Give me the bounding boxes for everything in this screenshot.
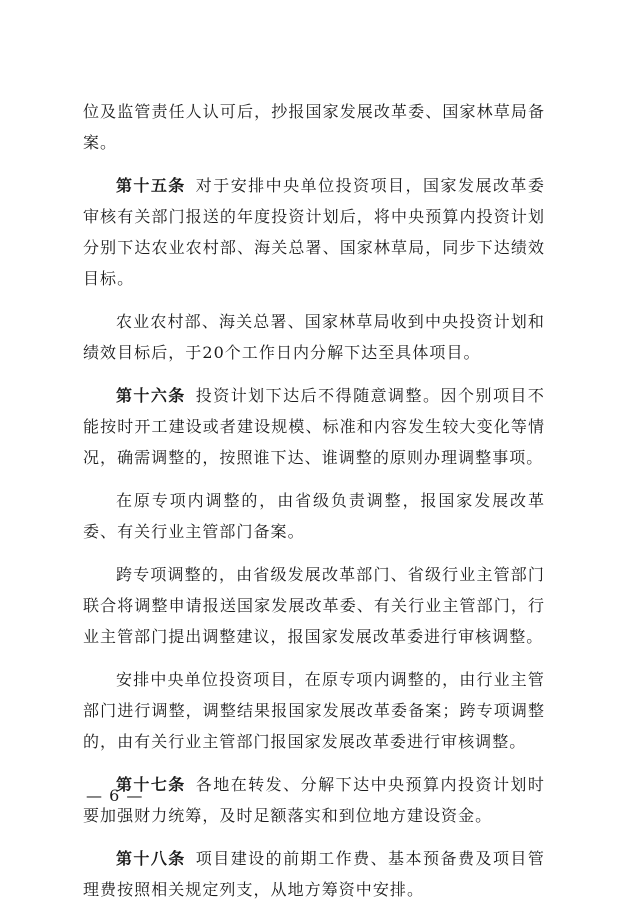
paragraph-article-15 bbox=[83, 170, 545, 294]
paragraph-text: 投资计划下达后不得随意调整。因个别项目不能按时开工建设或者建设规模、标准和内容发生较大变化等情况，确需调整的，按照谁下达、谁调整的原则办理调整事项。 bbox=[83, 386, 545, 467]
paragraph-text: 项目建设的前期工作费、基本预备费及项目管理费按照相关规定列支，从地方筹资中安排。 bbox=[83, 849, 545, 899]
paragraph-text: 安排中央单位投资项目，在原专项内调整的，由行业主管部门进行调整，调整结果报国家发展改革委备案；跨专项调整的，由有关行业主管部门报国家发展改革委进行审核调整。 bbox=[83, 670, 545, 751]
paragraph-text: 对于安排中央单位投资项目，国家发展改革委审核有关部门报送的年度投资计划后，将中央预算内投资计划分别下达农业农村部、海关总署、国家林草局，同步下达绩效目标。 bbox=[83, 176, 545, 288]
paragraph-text: 在原专项内调整的，由省级负责调整，报国家发展改革委、有关行业主管部门备案。 bbox=[83, 491, 545, 541]
paragraph-6 bbox=[83, 664, 545, 757]
paragraph-5 bbox=[83, 559, 545, 652]
paragraph-2 bbox=[83, 306, 545, 368]
paragraph-text: 农业农村部、海关总署、国家林草局收到中央投资计划和绩效目标后，于20个工作日内分解下达至具体项目。 bbox=[83, 312, 545, 362]
article-heading: 第十六条 bbox=[116, 386, 186, 405]
document-body bbox=[83, 96, 545, 905]
paragraph-text: 跨专项调整的，由省级发展改革部门、省级行业主管部门联合将调整申请报送国家发展改革委、有关行业主管部门，行业主管部门提出调整建议，报国家发展改革委进行审核调整。 bbox=[83, 565, 545, 646]
paragraph-article-16 bbox=[83, 380, 545, 473]
paragraph-0 bbox=[83, 96, 545, 158]
paragraph-text: 各地在转发、分解下达中央预算内投资计划时要加强财力统筹，及时足额落实和到位地方建设资金。 bbox=[83, 775, 545, 825]
paragraph-4 bbox=[83, 485, 545, 547]
paragraph-article-18 bbox=[83, 843, 545, 905]
article-heading: 第十五条 bbox=[116, 176, 186, 195]
paragraph-article-17 bbox=[83, 769, 545, 831]
page-number: — 6 — bbox=[86, 786, 144, 805]
paragraph-text: 位及监管责任人认可后，抄报国家发展改革委、国家林草局备案。 bbox=[83, 102, 545, 152]
article-heading: 第十八条 bbox=[116, 849, 186, 868]
article-heading: 第十七条 bbox=[116, 775, 186, 794]
